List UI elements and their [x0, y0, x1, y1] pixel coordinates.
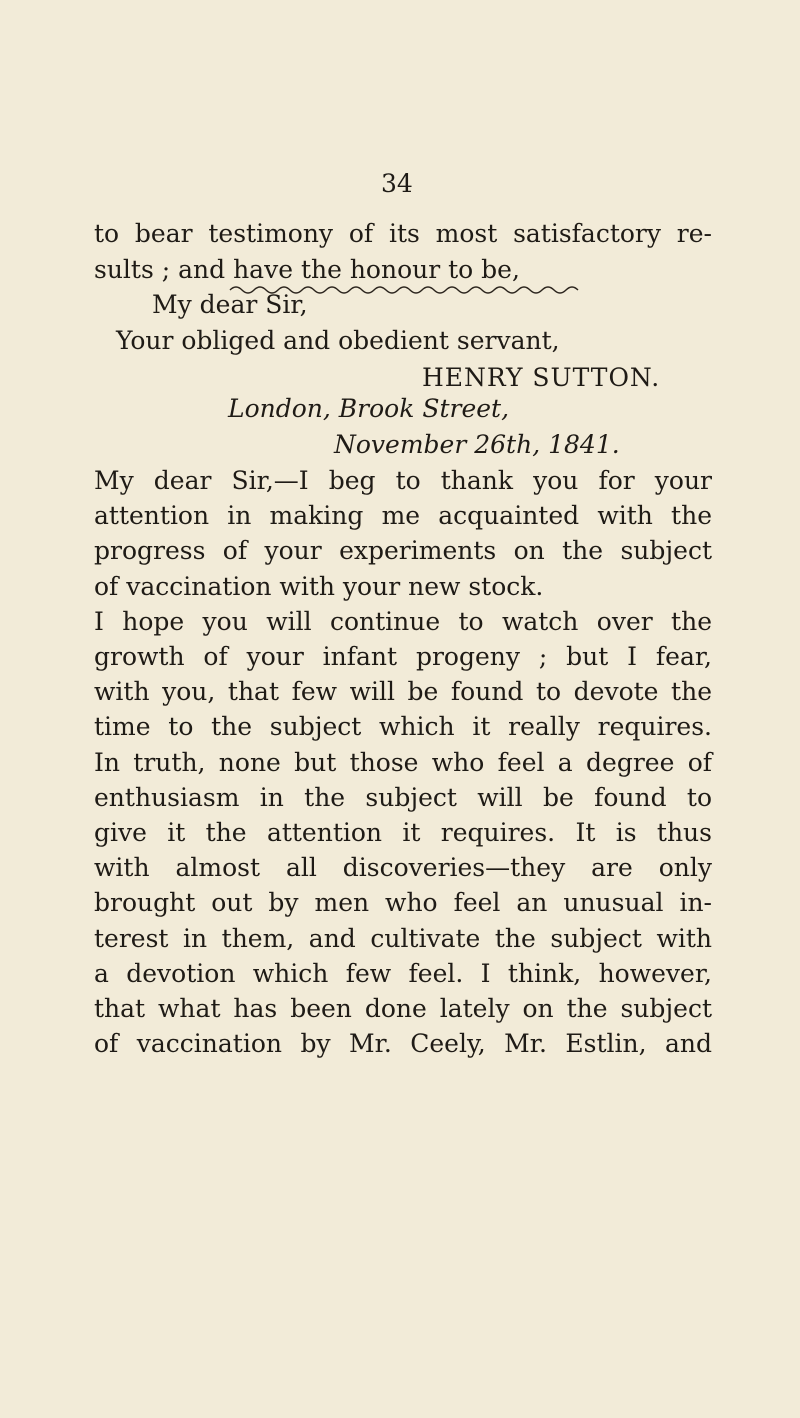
body-line-14: terest in them, and cultivate the subject with: [94, 924, 712, 953]
body-line-10: enthusiasm in the subject will be found to: [94, 783, 712, 812]
body-line-1: My dear Sir,—I beg to thank you for your: [94, 466, 712, 495]
page-number: 34: [381, 169, 413, 198]
body-line-13: brought out by men who feel an unusual in-: [94, 888, 712, 917]
body-line-16: that what has been done lately on the subject: [94, 994, 712, 1023]
body-line-6: growth of your infant progeny ; but I fear,: [94, 642, 712, 671]
salutation-line: My dear Sir,: [152, 290, 308, 319]
body-line-4: of vaccination with your new stock.: [94, 572, 544, 601]
decorative-divider-ornament: [228, 280, 583, 298]
body-line-3: progress of your experiments on the subject: [94, 536, 712, 565]
signature-line: HENRY SUTTON.: [422, 363, 661, 392]
closing-line-1: to bear testimony of its most satisfactory re-: [94, 219, 712, 248]
body-line-8: time to the subject which it really requires.: [94, 712, 712, 741]
place-line: London, Brook Street,: [228, 394, 510, 423]
body-line-7: with you, that few will be found to devote the: [94, 677, 712, 706]
body-line-9: In truth, none but those who feel a degree of: [94, 748, 712, 777]
valediction-line: Your obliged and obedient servant,: [116, 326, 560, 355]
body-line-2: attention in making me acquainted with the: [94, 501, 712, 530]
body-line-15: a devotion which few feel. I think, however,: [94, 959, 712, 988]
body-line-11: give it the attention it requires. It is thus: [94, 818, 712, 847]
body-line-5: I hope you will continue to watch over the: [94, 607, 712, 636]
closing-line-2: sults ; and have the honour to be,: [94, 255, 520, 284]
date-line: November 26th, 1841.: [334, 430, 620, 459]
body-line-12: with almost all discoveries—they are only: [94, 853, 712, 882]
body-line-17: of vaccination by Mr. Ceely, Mr. Estlin, and: [94, 1029, 712, 1058]
